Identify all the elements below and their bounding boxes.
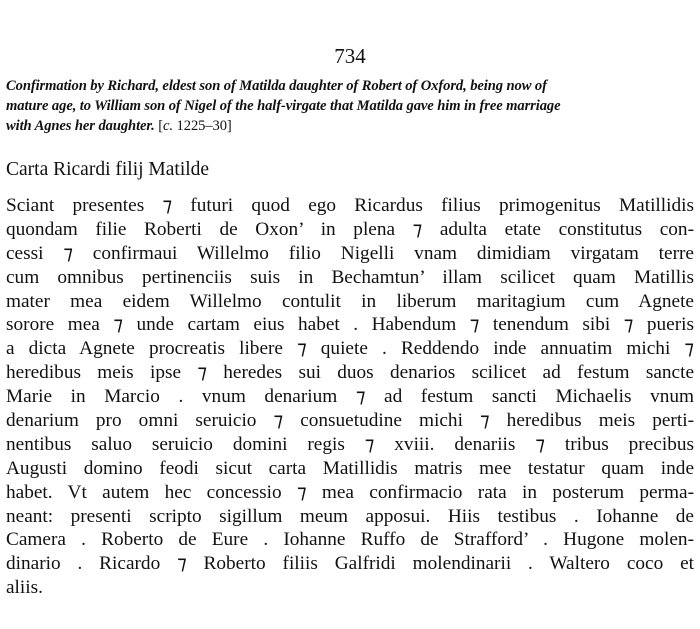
text-line: Augusti domino feodi sicut carta Matillidis matris mee testatur quam inde (6, 457, 694, 479)
date-bracket: [ (158, 118, 164, 134)
text-line: quondam filie Roberti de Oxon’ in plena ⁊ adulta etate constitutus con- (6, 218, 694, 240)
charter-summary (6, 76, 696, 136)
date-range: 1225–30] (176, 118, 232, 134)
text-line: Sciant presentes ⁊ futuri quod ego Ricardus filius primogenitus Matillidis (6, 195, 694, 216)
charter-title: Carta Ricardi filij Matilde (6, 159, 210, 180)
text-line: habet. Vt autem hec concessio ⁊ mea confirmacio rata in posterum perma- (6, 481, 694, 503)
text-line: denarium pro omni seruicio ⁊ consuetudine michi ⁊ heredibus meis perti- (6, 410, 694, 432)
text-line: mater mea eidem Willelmo contulit in liberum maritagium cum Agnete (6, 290, 694, 312)
text-line: Marie in Marcio . vnum denarium ⁊ ad festum sancti Michaelis vnum (6, 386, 694, 408)
summary-line: Confirmation by Richard, eldest son of Matilda daughter of Robert of Oxford, being now of (6, 78, 547, 94)
date-circa: c. (163, 118, 173, 134)
text-line: cessi ⁊ confirmaui Willelmo filio Nigelli vnam dimidiam virgatam terre (6, 242, 694, 264)
text-line: a dicta Agnete procreatis libere ⁊ quiete . Reddendo inde annuatim michi ⁊ (6, 338, 694, 360)
page-number: 734 (334, 44, 366, 68)
text-line: aliis. (6, 577, 43, 599)
text-line: nentibus saluo seruicio domini regis ⁊ xviii. denariis ⁊ tribus precibus (6, 433, 694, 455)
summary-line: mature age, to William son of Nigel of the half-virgate that Matilda gave him in free marriage (6, 98, 561, 114)
text-line: dinario . Ricardo ⁊ Roberto filiis Galfridi molendinarii . Waltero coco et (6, 553, 694, 575)
text-line: Camera . Roberto de Eure . Iohanne Ruffo de Strafford’ . Hugone molen- (6, 529, 694, 551)
charter-text (6, 194, 694, 600)
text-line: sorore mea ⁊ unde cartam eius habet . Habendum ⁊ tenendum sibi ⁊ pueris (6, 314, 694, 336)
text-line: heredibus meis ipse ⁊ heredes sui duos denarios scilicet ad festum sancte (6, 362, 694, 384)
text-line: cum omnibus pertinenciis suis in Bechamtun’ illam scilicet quam Matillis (6, 266, 694, 288)
text-line: neant: presenti scripto sigillum meum apposui. Hiis testibus . Iohanne de (6, 505, 694, 527)
summary-line (6, 116, 696, 136)
summary-line-text: with Agnes her daughter. (6, 118, 155, 134)
summary-date (158, 118, 231, 134)
